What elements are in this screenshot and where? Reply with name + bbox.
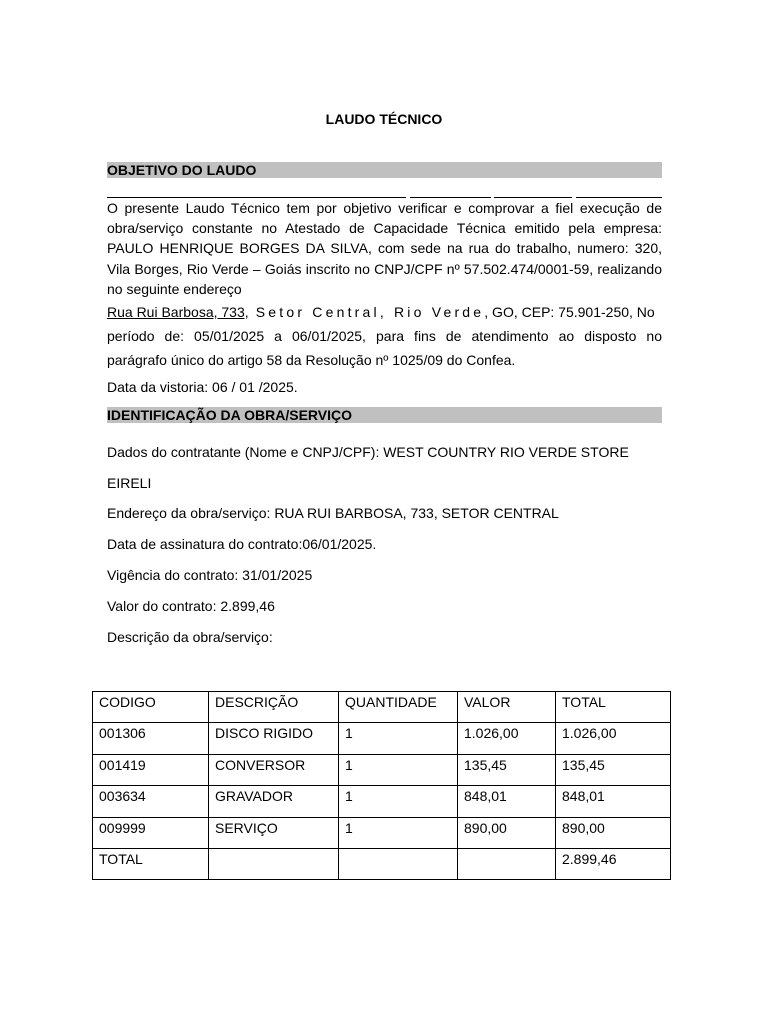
section-heading-identification: IDENTIFICAÇÃO DA OBRA/SERVIÇO [107, 407, 662, 423]
table-cell: DISCO RIGIDO [209, 723, 339, 754]
header-cell: DESCRIÇÃO [209, 692, 339, 723]
contract-signature-date: Data de assinatura do contrato:06/01/2025. [107, 536, 377, 552]
period-line-2: parágrafo único do artigo 58 da Resolução nº 1025/09 do Confea. [107, 352, 516, 368]
period-line-1: período de: 05/01/2025 a 06/01/2025, para fins de atendimento ao disposto no [107, 328, 662, 344]
table-cell: 003634 [93, 786, 209, 817]
address-rest: , GO, CEP: 75.901-250, No [484, 304, 655, 320]
address-line [107, 304, 655, 320]
table-cell: 848,01 [556, 786, 671, 817]
table-cell: 001419 [93, 754, 209, 785]
table-cell: 848,01 [458, 786, 556, 817]
table-cell: 1.026,00 [556, 723, 671, 754]
table-total-row [93, 848, 671, 879]
table-cell: 1 [339, 786, 458, 817]
table-cell: 1 [339, 754, 458, 785]
address-street: Rua Rui Barbosa, 733, [107, 304, 249, 320]
table-cell [339, 848, 458, 879]
table-cell [458, 848, 556, 879]
objective-paragraph: O presente Laudo Técnico tem por objetivo verificar e comprovar a fiel execução de obra/serviço constante no Atestado de Capacidade Técnica emitido pela empresa: PAULO HENRIQUE BORGES DA SILVA, com sede na rua do trabalho, numero: 320, Vila Borges, Rio Verde – Goiás inscrito no CNPJ/CPF nº 57.502.474/0001-59, realizando no seguinte endereço [107, 200, 662, 297]
header-cell: VALOR [458, 692, 556, 723]
table-cell: 1.026,00 [458, 723, 556, 754]
header-cell: TOTAL [556, 692, 671, 723]
table-cell: SERVIÇO [209, 817, 339, 848]
table-cell: 1 [339, 817, 458, 848]
inspection-date: Data da vistoria: 06 / 01 /2025. [107, 379, 298, 395]
table-header-row [93, 692, 671, 723]
header-cell: QUANTIDADE [339, 692, 458, 723]
table-row [93, 786, 671, 817]
section-heading-objective: OBJETIVO DO LAUDO [107, 162, 662, 178]
contract-validity: Vigência do contrato: 31/01/2025 [107, 567, 313, 583]
table-cell: 135,45 [458, 754, 556, 785]
total-value-cell: 2.899,46 [556, 848, 671, 879]
table-cell: 135,45 [556, 754, 671, 785]
document-title: LAUDO TÉCNICO [325, 111, 443, 127]
table-row [93, 723, 671, 754]
table-cell: 890,00 [556, 817, 671, 848]
table-cell: CONVERSOR [209, 754, 339, 785]
table-cell: GRAVADOR [209, 786, 339, 817]
work-address: Endereço da obra/serviço: RUA RUI BARBOSA, 733, SETOR CENTRAL [107, 505, 559, 521]
items-table [92, 691, 671, 880]
total-label-cell: TOTAL [93, 848, 209, 879]
work-description-label: Descrição da obra/serviço: [107, 629, 273, 645]
table-cell [209, 848, 339, 879]
table-cell: 890,00 [458, 817, 556, 848]
table-row [93, 817, 671, 848]
address-sector: Setor Central, Rio Verde [248, 304, 485, 320]
contractor-line-1: Dados do contratante (Nome e CNPJ/CPF): WEST COUNTRY RIO VERDE STORE [107, 444, 629, 460]
contract-value: Valor do contrato: 2.899,46 [107, 598, 275, 614]
table-cell: 001306 [93, 723, 209, 754]
table-row [93, 754, 671, 785]
contractor-line-2: EIRELI [107, 475, 152, 491]
table-cell: 009999 [93, 817, 209, 848]
table-cell: 1 [339, 723, 458, 754]
header-cell: CODIGO [93, 692, 209, 723]
